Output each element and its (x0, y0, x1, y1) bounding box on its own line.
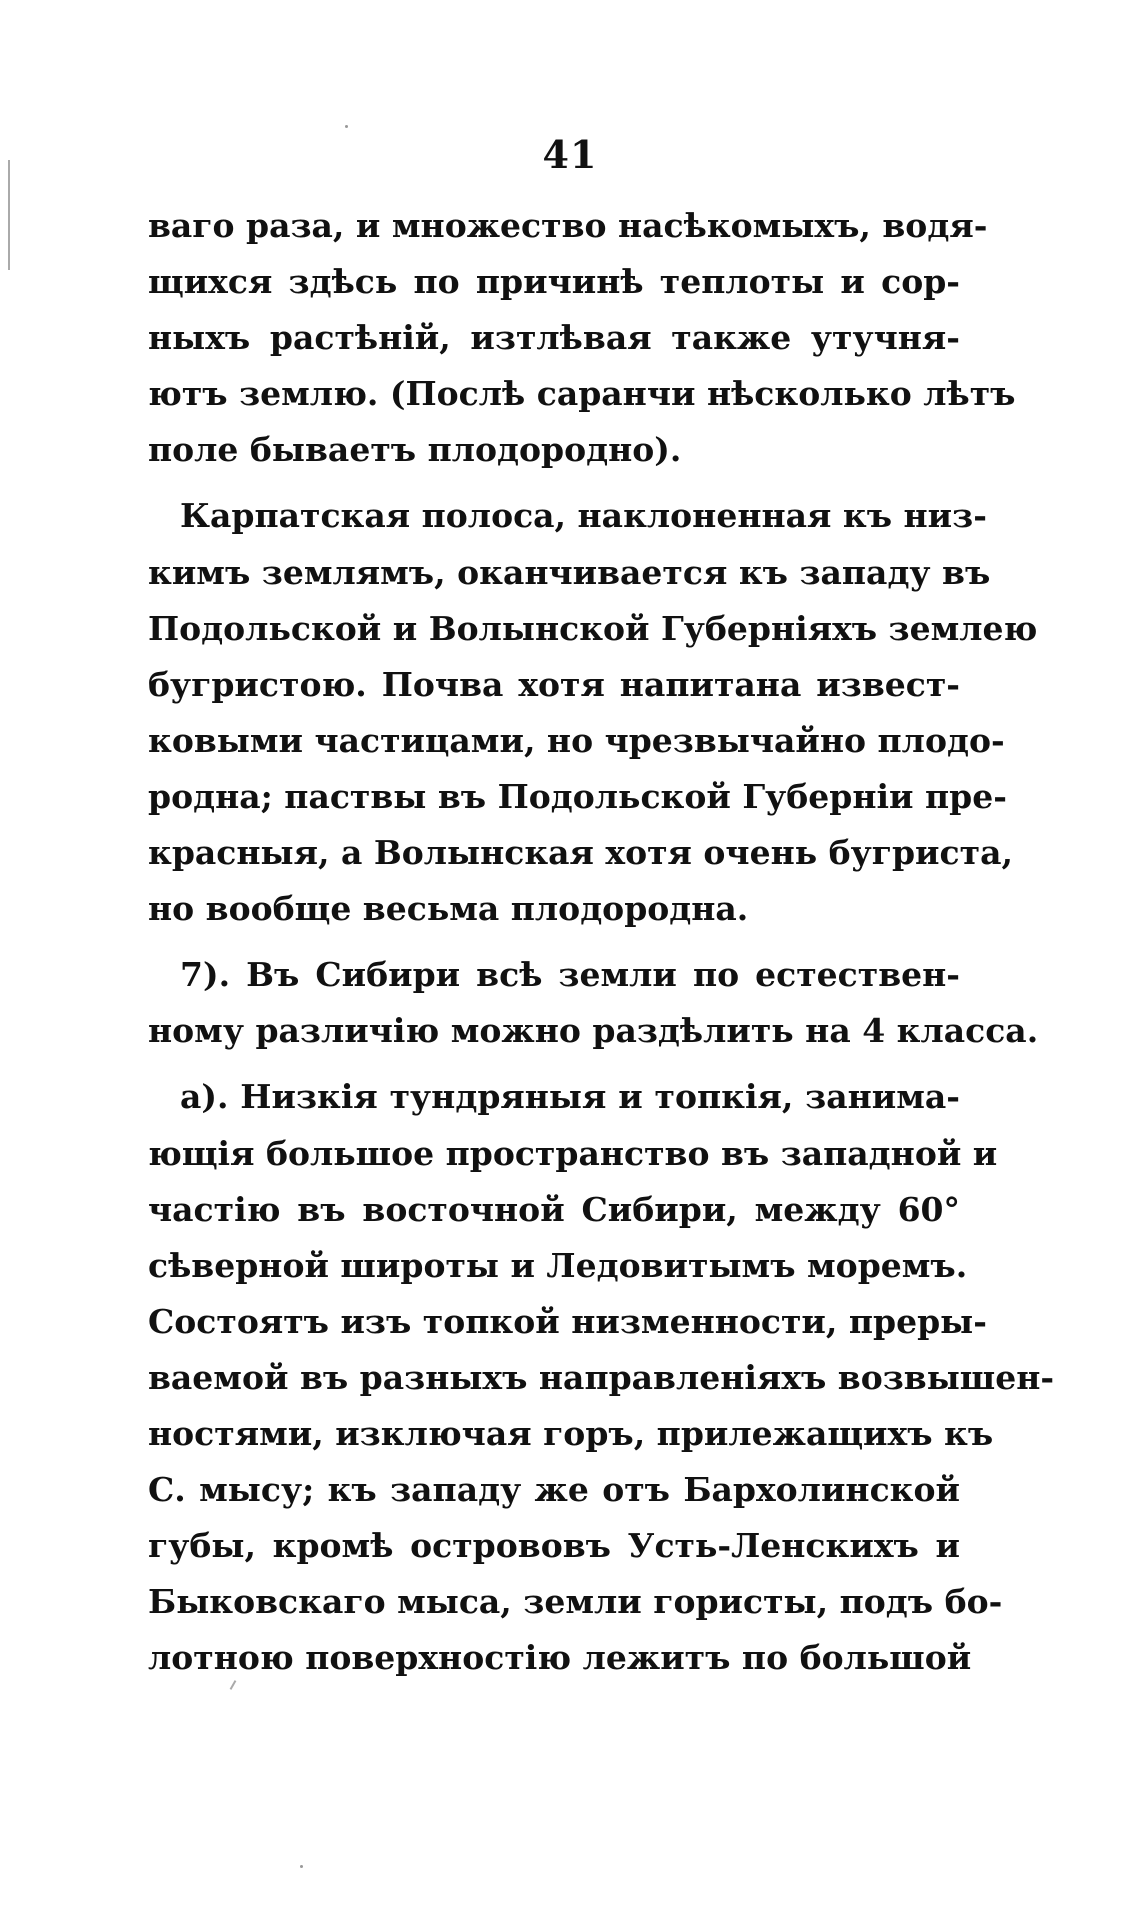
body-text (148, 198, 1055, 1686)
scan-mark (8, 160, 10, 270)
scan-mark (300, 1865, 303, 1868)
text-line: ваемой въ разныхъ направленіяхъ возвышен- (148, 1357, 1055, 1397)
text-line: Состоятъ изъ топкой низменности, преры- (148, 1301, 987, 1341)
paragraph-3 (148, 947, 1039, 1059)
text-line: губы, кромѣ острововъ Усть-Ленскихъ и (148, 1526, 960, 1566)
text-line: ныхъ растѣній, изтлѣвая также утучня- (148, 318, 960, 358)
page-number: 41 (542, 132, 598, 177)
text-line: родна; паствы въ Подольской Губерніи пре- (148, 776, 1007, 816)
text-line: бугристою. Почва хотя напитана извест- (148, 664, 960, 704)
text-line: сѣверной широты и Ледовитымъ моремъ. (148, 1245, 968, 1285)
paragraph-4 (148, 1069, 1055, 1686)
text-line: ваго раза, и множество насѣкомыхъ, водя- (148, 206, 988, 245)
text-line: Подольской и Волынской Губерніяхъ землею (148, 608, 1038, 648)
text-line: ному различію можно раздѣлить на 4 класса. (148, 1011, 1039, 1051)
paragraph-1 (148, 198, 1016, 478)
text-line: 7). Въ Сибири всѣ земли по естествен- (180, 955, 960, 995)
text-line: лотною поверхностію лежитъ по большой (148, 1638, 972, 1678)
text-line: щихся здѣсь по причинѣ теплоты и сор- (148, 262, 960, 302)
text-line: С. мысу; къ западу же отъ Бархолинской (148, 1470, 960, 1510)
text-line: ковыми частицами, но чрезвычайно плодо- (148, 720, 1005, 760)
text-line: ющія большое пространство въ западной и (148, 1133, 998, 1173)
text-line: поле бываетъ плодородно). (148, 430, 682, 470)
text-line: ностями, изключая горъ, прилежащихъ къ (148, 1413, 994, 1453)
text-line: а). Низкія тундряныя и топкія, занима- (180, 1077, 960, 1117)
text-line: красныя, а Волынская хотя очень бугриста, (148, 833, 1013, 873)
text-line: ютъ землю. (Послѣ саранчи нѣсколько лѣтъ (148, 374, 1016, 414)
text-line: Быковскаго мыса, земли гористы, подъ бо- (148, 1582, 1003, 1622)
text-line: частію въ восточной Сибири, между 60° (148, 1189, 960, 1229)
scan-mark (345, 125, 348, 128)
text-line: но вообще весьма плодородна. (148, 889, 749, 929)
text-line: Карпатская полоса, наклоненная къ низ- (180, 496, 987, 536)
text-line: кимъ землямъ, оканчивается къ западу въ (148, 552, 991, 592)
paragraph-2 (148, 488, 1038, 937)
